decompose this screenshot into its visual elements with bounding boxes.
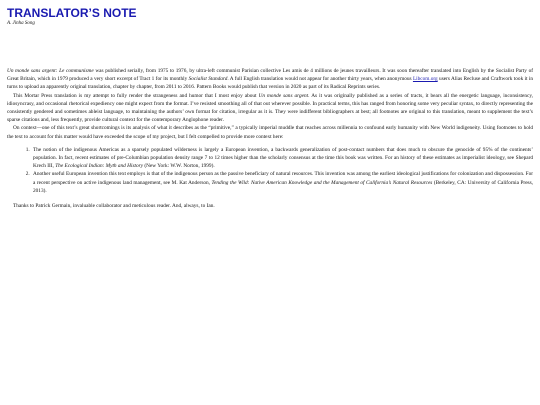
publication-title: Socialist Standard bbox=[188, 76, 228, 83]
book-title: Un monde sans argent: Le communisme bbox=[7, 68, 94, 74]
cited-book-title: Tending the Wild: Native American Knowledge and the Management of California’s Natural Resources bbox=[211, 179, 433, 186]
paragraph-translation: This Mortar Press translation is my attempt to fully render the strangeness and humor that I most enjoy about Un monde sans argent. As it was originally published as a series of tracts, it bears all the energetic language, inconsistency, idiosyncrasy, and occasional rhetorical expediency one might expect from the format. I’ve resisted smoothing all of that out wherever possible. In practical terms, this has ranged from honoring some very peculiar syntax, to directly representing the consistently gendered and sometimes ableist language, to maintaining the authors’ own format for citation, irregular as it is. They were indifferent bibliographers at best; all footnotes are original to this translation, meant to supplement the text’s sparse citations and, less frequently, provide cultural context for the contemporary Anglophone reader. bbox=[7, 92, 534, 124]
libcom-link[interactable]: Libcom.org bbox=[412, 76, 438, 83]
list-item: 1. The notion of the indigenous Americas as a sparsely populated wilderness is largely a European invention, a backwards generalization of post-contact numbers that does much to obscure the genocide of 95% of the continents’ population. In fact, recent estimates of pre-Columbian population density range 7 to 12 times higher than the scholarly consensus at the time this book was written. For an history of these estimates as imperialist ideology, see Shepard Krech III, The Ecological Indian: Myth and History (New York: W.W. Norton, 1999). bbox=[31, 146, 533, 171]
paragraph-context: On context—one of this text’s great shortcomings is its analysis of what it describes as the “primitive,” a typically imperial muddle that reaches across millennia to confound early humanity with New World indigeneity. Using footnotes to hold the text to account for this matter would have exceeded the scope of my project, but I felt compelled to provide more context here: bbox=[7, 125, 533, 140]
cited-book-title: The Ecological Indian: Myth and History bbox=[55, 163, 144, 170]
book-title-short: Un monde sans argent bbox=[258, 92, 309, 99]
acknowledgements: Thanks to Patrick Germain, invaluable collaborator and meticulous reader. And, always, to Ian. bbox=[13, 203, 215, 210]
context-notes-list bbox=[7, 146, 533, 195]
paragraph-history: Un monde sans argent: Le communisme was published serially, from 1975 to 1976, by ultra-left communist Parisian collective Les amis de 4 millions de jeunes travailleurs. It was soon thereafter translated into English by the Socialist Party of Great Britain, which in 1979 produced a very short excerpt of Tract 1 for its monthly Socialist Standard. A full English translation would not appear for another thirty years, when anonymous Libcom.org users Alias Recluse and Craftwork took it in turns to upload an apparently original translation, chapter by chapter, from 2011 to 2016. Pattern Books would publish that version in 2020 as part of its Radical Reprints series. bbox=[7, 68, 533, 91]
note-body bbox=[7, 67, 533, 210]
author-byline: A. Jinha Song bbox=[7, 21, 35, 26]
list-item: 2. Another useful European invention this text employs is that of the indigenous person as the passive beneficiary of natural resources. This invention was among the earliest ideological justifications for colonization and dispossession. For a recent perspective on active indigenous land management, see M. Kat Anderson, Tending the Wild: Native American Knowledge and the Management of California’s Natural Resources (Berkeley, CA: University of California Press, 2013). bbox=[31, 170, 533, 195]
page-title: TRANSLATOR’S NOTE bbox=[7, 6, 137, 20]
